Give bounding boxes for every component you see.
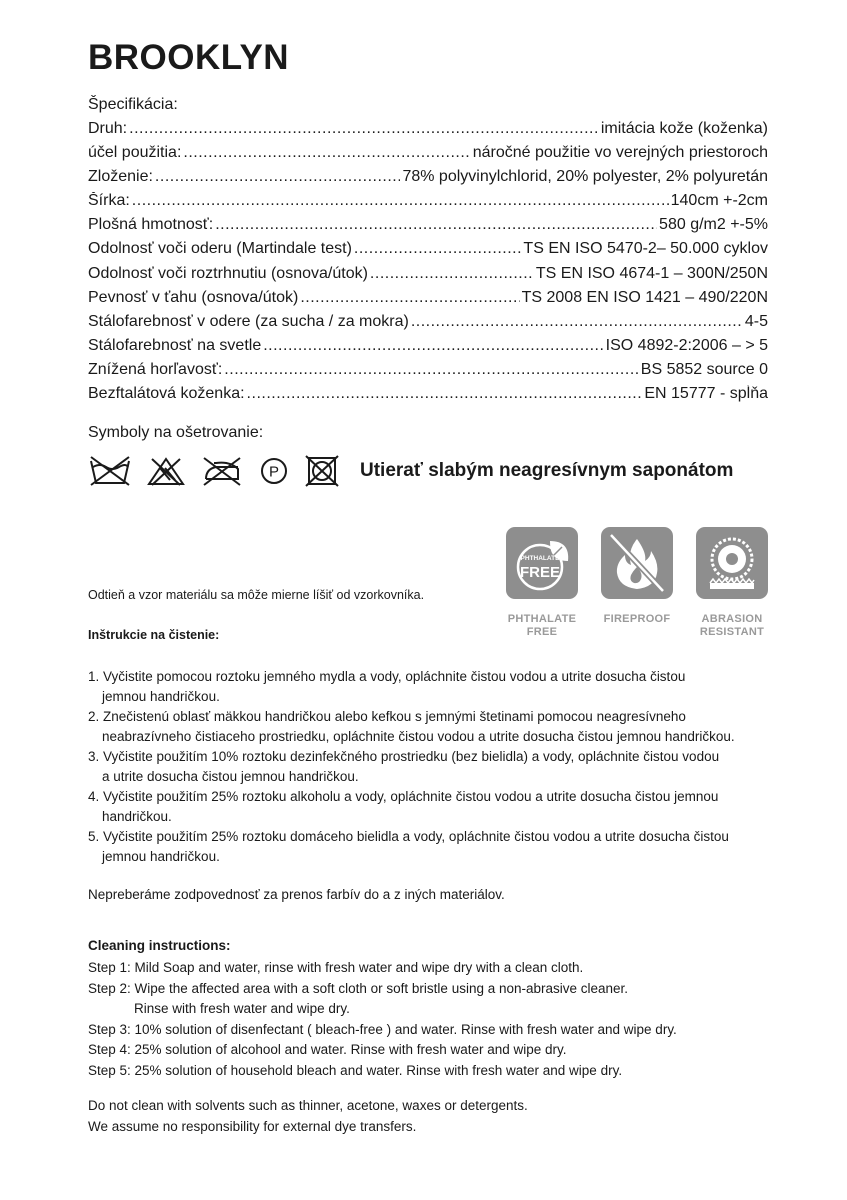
- spec-label: Zloženie:: [88, 168, 153, 185]
- spec-value: 140cm +-2cm: [670, 192, 768, 209]
- list-item-continuation: jemnou handričkou.: [102, 849, 220, 864]
- list-item-line: 2. Znečistenú oblasť mäkkou handričkou alebo kefkou s jemnými štetinami pomocou neagresívneho: [88, 709, 686, 724]
- spec-row: [88, 144, 768, 168]
- list-item: [88, 827, 778, 867]
- footer-notes-en: [88, 1096, 528, 1137]
- spec-value: 580 g/m2 +-5%: [659, 216, 768, 233]
- spec-label: Stálofarebnosť na svetle: [88, 337, 262, 354]
- spec-value: EN 15777 - spĺňa: [644, 385, 768, 402]
- list-item: [88, 787, 778, 827]
- list-item-line: 3. Vyčistite použitím 10% roztoku dezinfekčného prostriedku (bez bielidla) a vody, opláchnite čistou vodou: [88, 749, 720, 764]
- badge-caption: [696, 613, 768, 639]
- spec-value: TS EN ISO 4674-1 – 300N/250N: [535, 265, 768, 282]
- spec-label: Pevnosť v ťahu (osnova/útok): [88, 289, 299, 306]
- no-bleach-icon: [146, 455, 186, 487]
- leader-dots: [155, 168, 401, 186]
- step-line: Step 4: 25% solution of alcohool and water. Rinse with fresh water and wipe dry.: [88, 1042, 567, 1058]
- spec-label: Bezftalátová koženka:: [88, 385, 245, 402]
- list-item-line: 1. Vyčistite pomocou roztoku jemného mydla a vody, opláchnite čistou vodou a utrite dosucha čistou: [88, 669, 686, 684]
- badge-caption-line: RESISTANT: [699, 626, 765, 638]
- badge-caption-line: ABRASION: [701, 613, 763, 625]
- fireproof-badge: [601, 527, 673, 626]
- badge-caption: [601, 613, 673, 626]
- no-wash-icon: [88, 455, 132, 487]
- list-item: [88, 747, 778, 787]
- dye-transfer-disclaimer-sk: Nepreberáme zodpovednosť za prenos farbív do a z iných materiálov.: [88, 887, 505, 902]
- cleaning-steps-en: [88, 958, 677, 1082]
- badge-inner-top: PHTHALATE: [520, 555, 560, 562]
- spec-row: [88, 289, 768, 313]
- abrasion-resistant-icon: [696, 527, 768, 599]
- spec-value: náročné použitie vo verejných priestoroch: [472, 144, 768, 161]
- badge-caption-line: FREE: [526, 626, 558, 638]
- spec-label: Odolnosť voči roztrhnutiu (osnova/útok): [88, 265, 368, 282]
- step-line: Step 5: 25% solution of household bleach and water. Rinse with fresh water and wipe dry.: [88, 1062, 623, 1078]
- spec-value: imitácia kože (koženka): [600, 120, 768, 137]
- spec-row: [88, 265, 768, 289]
- spec-row: [88, 385, 768, 409]
- leader-dots: [300, 289, 519, 307]
- care-symbols-row: [88, 455, 340, 487]
- list-item-continuation: jemnou handričkou.: [102, 689, 220, 704]
- dry-clean-letter: P: [268, 463, 280, 481]
- spec-value: 4-5: [744, 313, 768, 330]
- spec-label: Druh:: [88, 120, 128, 137]
- leader-dots: [263, 337, 603, 355]
- badge-caption-line: FIREPROOF: [603, 613, 671, 625]
- spec-row: [88, 216, 768, 240]
- list-item: [88, 667, 778, 707]
- list-item-continuation: neabrazívneho čistiaceho prostriedku, opláchnite čistou vodou a utrite dosucha čistou jemnou handričkou.: [102, 729, 735, 744]
- badge-caption-line: PHTHALATE: [507, 613, 577, 625]
- spec-row: [88, 337, 768, 361]
- step-line: Step 1: Mild Soap and water, rinse with fresh water and wipe dry with a clean cloth.: [88, 960, 584, 975]
- list-item-continuation: handričkou.: [102, 809, 172, 824]
- spec-label: Plošná hmotnosť:: [88, 216, 214, 233]
- care-symbols-heading: Symboly na ošetrovanie:: [88, 424, 264, 441]
- step-line: Step 3: 10% solution of disenfectant ( bleach-free ) and water. Rinse with fresh water and wipe dry.: [88, 1021, 677, 1037]
- spec-heading: Špecifikácia:: [88, 96, 178, 113]
- spec-label: Znížená horľavosť:: [88, 361, 223, 378]
- list-item-line: 5. Vyčistite použitím 25% roztoku domáceho bielidla a vody, opláchnite čistou vodou a utrite dosucha čistou: [88, 829, 729, 844]
- spec-label: Odolnosť voči oderu (Martindale test): [88, 240, 352, 257]
- spec-label: Stálofarebnosť v odere (za sucha / za mokra): [88, 313, 409, 330]
- leader-dots: [247, 385, 643, 403]
- cleaning-instructions-heading-sk: Inštrukcie na čistenie:: [88, 628, 220, 642]
- document-title: BROOKLYN: [88, 38, 290, 77]
- spec-row: [88, 168, 768, 192]
- spec-value: BS 5852 source 0: [640, 361, 768, 378]
- spec-row: [88, 240, 768, 264]
- list-item-continuation: a utrite dosucha čistou jemnou handričkou.: [102, 769, 359, 784]
- spec-row: [88, 192, 768, 216]
- leader-dots: [215, 216, 657, 234]
- spec-label: Šírka:: [88, 192, 130, 209]
- cleaning-list-sk: [88, 667, 778, 867]
- spec-value: TS EN ISO 5470-2– 50.000 cyklov: [523, 240, 768, 257]
- care-instruction-text: Utierať slabým neagresívnym saponátom: [360, 460, 734, 481]
- fireproof-icon: [601, 527, 673, 599]
- abrasion-resistant-badge: [696, 527, 768, 639]
- dye-transfer-disclaimer-en: We assume no responsibility for external dye transfers.: [88, 1118, 417, 1134]
- cleaning-instructions-heading-en: Cleaning instructions:: [88, 938, 231, 953]
- spec-value: TS 2008 EN ISO 1421 – 490/220N: [521, 289, 768, 306]
- spec-value: ISO 4892-2:2006 – > 5: [605, 337, 768, 354]
- leader-dots: [354, 240, 522, 258]
- phthalate-free-icon: [506, 527, 578, 599]
- leader-dots: [370, 265, 534, 283]
- phthalate-free-badge: [506, 527, 578, 639]
- spec-row: [88, 313, 768, 337]
- step-continuation: Rinse with fresh water and wipe dry.: [134, 1001, 350, 1017]
- leader-dots: [411, 313, 743, 331]
- step-line: Step 2: Wipe the affected area with a soft cloth or soft bristle using a non-abrasive cleaner.: [88, 980, 629, 996]
- color-variation-note: Odtieň a vzor materiálu sa môže mierne líšiť od vzorkovníka.: [88, 588, 425, 602]
- badge-caption: [506, 613, 578, 639]
- list-item-line: 4. Vyčistite použitím 25% roztoku alkoholu a vody, opláchnite čistou vodou a utrite dosucha čistou jemnou: [88, 789, 719, 804]
- leader-dots: [132, 192, 669, 210]
- spec-row: [88, 361, 768, 385]
- list-item: [88, 707, 778, 747]
- leader-dots: [183, 144, 470, 162]
- spec-value: 78% polyvinylchlorid, 20% polyester, 2% polyuretán: [402, 168, 768, 185]
- badge-inner-main: FREE: [519, 564, 561, 581]
- dry-clean-p-icon: [258, 455, 290, 487]
- spec-row: [88, 120, 768, 144]
- no-tumble-dry-icon: [200, 455, 244, 487]
- no-tumble-dry-square-icon: [304, 455, 340, 487]
- spec-label: účel použitia:: [88, 144, 182, 161]
- leader-dots: [224, 361, 639, 379]
- solvent-warning: Do not clean with solvents such as thinner, acetone, waxes or detergents.: [88, 1098, 528, 1113]
- leader-dots: [129, 120, 599, 138]
